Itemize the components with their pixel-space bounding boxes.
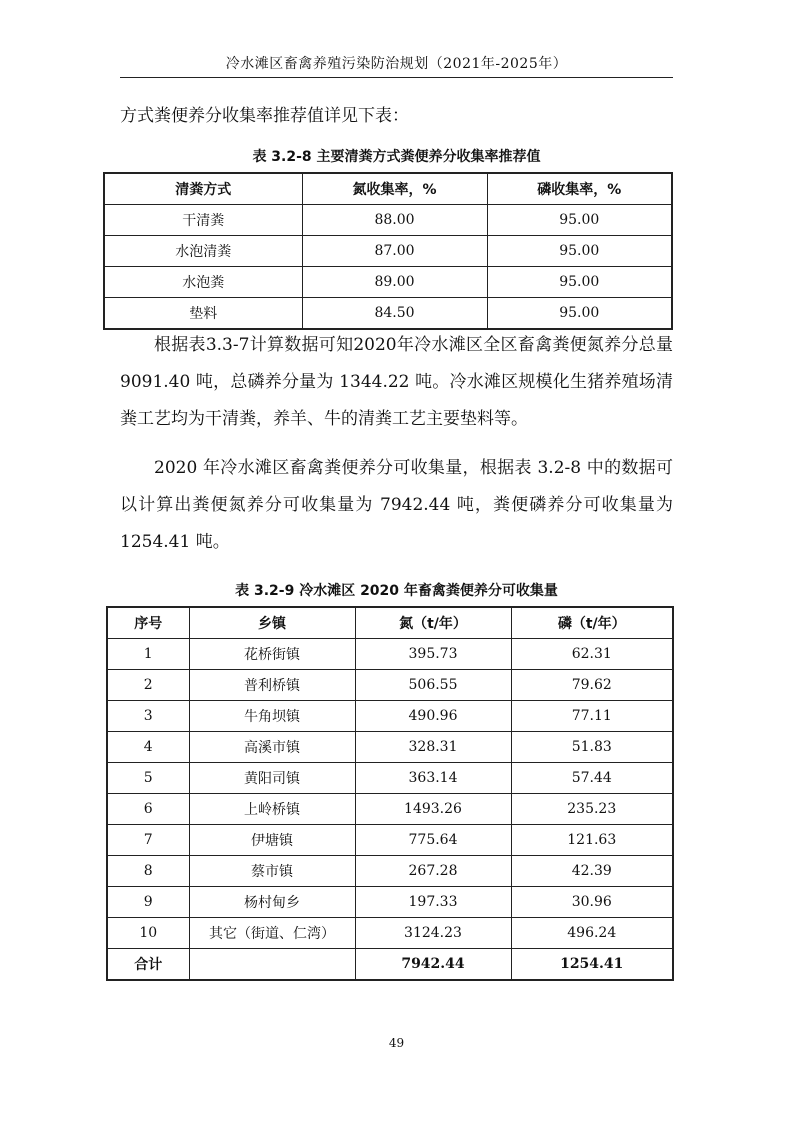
table1-cell-method: 水泡粪	[104, 267, 302, 298]
table1-cell-method: 水泡清粪	[104, 236, 302, 267]
table2-cell-index: 5	[107, 763, 189, 794]
table2-cell-town: 普利桥镇	[189, 670, 355, 701]
table2-cell-town: 高溪市镇	[189, 732, 355, 763]
table2-cell-nitrogen: 490.96	[355, 701, 511, 732]
table-row	[104, 267, 672, 298]
table2-cell-town: 上岭桥镇	[189, 794, 355, 825]
table2-header-nitrogen: 氮（t/年）	[355, 607, 511, 639]
table1-cell-phosphorus: 95.00	[487, 236, 672, 267]
table1-header-method: 清粪方式	[104, 173, 302, 205]
table2-cell-index: 6	[107, 794, 189, 825]
intro-text: 方式粪便养分收集率推荐值详见下表：	[120, 106, 409, 126]
table-row	[104, 205, 672, 236]
table-row	[107, 670, 673, 701]
table2-cell-nitrogen: 1493.26	[355, 794, 511, 825]
table2-cell-index: 8	[107, 856, 189, 887]
paragraph-collectable: 2020 年冷水滩区畜禽粪便养分可收集量，根据表 3.2-8 中的数据可以计算出粪便氮养分可收集量为 7942.44 吨，粪便磷养分可收集量为 1254.41 吨。	[120, 458, 673, 552]
table2-cell-phosphorus: 57.44	[511, 763, 673, 794]
table1-header-row	[104, 173, 672, 205]
table2-cell-town: 黄阳司镇	[189, 763, 355, 794]
table2-cell-town: 牛角坝镇	[189, 701, 355, 732]
table1-collection-rates	[103, 172, 673, 330]
table2-cell-index: 3	[107, 701, 189, 732]
table2-cell-nitrogen: 197.33	[355, 887, 511, 918]
table2-cell-phosphorus: 51.83	[511, 732, 673, 763]
table2-cell-phosphorus: 79.62	[511, 670, 673, 701]
table1-caption: 表 3.2-8 主要清粪方式粪便养分收集率推荐值	[252, 149, 541, 165]
table2-cell-nitrogen: 363.14	[355, 763, 511, 794]
table2-header-index: 序号	[107, 607, 189, 639]
table2-cell-phosphorus: 496.24	[511, 918, 673, 949]
table2-cell-phosphorus: 121.63	[511, 825, 673, 856]
table2-total-nitrogen: 7942.44	[355, 949, 511, 981]
table2-cell-phosphorus: 42.39	[511, 856, 673, 887]
table1-cell-nitrogen: 87.00	[302, 236, 487, 267]
table2-cell-nitrogen: 775.64	[355, 825, 511, 856]
table-row	[107, 639, 673, 670]
table1-cell-nitrogen: 88.00	[302, 205, 487, 236]
table2-total-row	[107, 949, 673, 981]
table2-cell-town: 杨村甸乡	[189, 887, 355, 918]
table-row	[107, 763, 673, 794]
table2-total-label: 合计	[107, 949, 189, 981]
table2-cell-phosphorus: 62.31	[511, 639, 673, 670]
table2-cell-phosphorus: 77.11	[511, 701, 673, 732]
table2-cell-index: 9	[107, 887, 189, 918]
table1-cell-method: 垫料	[104, 298, 302, 330]
table1-cell-nitrogen: 84.50	[302, 298, 487, 330]
table2-cell-phosphorus: 235.23	[511, 794, 673, 825]
table-row	[107, 887, 673, 918]
table-row	[107, 732, 673, 763]
table2-cell-town: 蔡市镇	[189, 856, 355, 887]
table-row	[107, 856, 673, 887]
table2-cell-nitrogen: 395.73	[355, 639, 511, 670]
paragraph-calculation: 根据表3.3-7计算数据可知2020年冷水滩区全区畜禽粪便氮养分总量 9091.40 吨，总磷养分量为 1344.22 吨。冷水滩区规模化生猪养殖场清粪工艺均为干清粪，养羊、牛的清粪工艺主要垫料等。	[120, 335, 673, 429]
table2-cell-index: 1	[107, 639, 189, 670]
running-header: 冷水滩区畜禽养殖污染防治规划（2021年-2025年）	[225, 56, 568, 72]
table1-header-phosphorus: 磷收集率，%	[487, 173, 672, 205]
table2-total-town	[189, 949, 355, 981]
table2-cell-phosphorus: 30.96	[511, 887, 673, 918]
table1-header-nitrogen: 氮收集率，%	[302, 173, 487, 205]
table2-cell-index: 2	[107, 670, 189, 701]
table2-cell-town: 其它（街道、仁湾）	[189, 918, 355, 949]
table-row	[107, 794, 673, 825]
table1-cell-nitrogen: 89.00	[302, 267, 487, 298]
table-row	[107, 825, 673, 856]
table2-cell-nitrogen: 328.31	[355, 732, 511, 763]
table2-cell-index: 10	[107, 918, 189, 949]
table2-cell-nitrogen: 267.28	[355, 856, 511, 887]
table2-cell-nitrogen: 506.55	[355, 670, 511, 701]
table2-cell-index: 7	[107, 825, 189, 856]
table2-cell-nitrogen: 3124.23	[355, 918, 511, 949]
table1-cell-phosphorus: 95.00	[487, 267, 672, 298]
table1-cell-phosphorus: 95.00	[487, 298, 672, 330]
table2-cell-town: 花桥街镇	[189, 639, 355, 670]
table2-header-row	[107, 607, 673, 639]
table1-cell-method: 干清粪	[104, 205, 302, 236]
table2-cell-town: 伊塘镇	[189, 825, 355, 856]
table-row	[107, 701, 673, 732]
header-rule	[120, 77, 673, 78]
table2-header-phosphorus: 磷（t/年）	[511, 607, 673, 639]
table2-caption: 表 3.2-9 冷水滩区 2020 年畜禽粪便养分可收集量	[235, 583, 558, 599]
table-row	[104, 236, 672, 267]
table2-total-phosphorus: 1254.41	[511, 949, 673, 981]
table-row	[107, 918, 673, 949]
table1-cell-phosphorus: 95.00	[487, 205, 672, 236]
table-row	[104, 298, 672, 330]
table2-collectable-amounts	[106, 606, 674, 981]
table2-cell-index: 4	[107, 732, 189, 763]
table2-header-town: 乡镇	[189, 607, 355, 639]
page-number: 49	[388, 1036, 405, 1050]
